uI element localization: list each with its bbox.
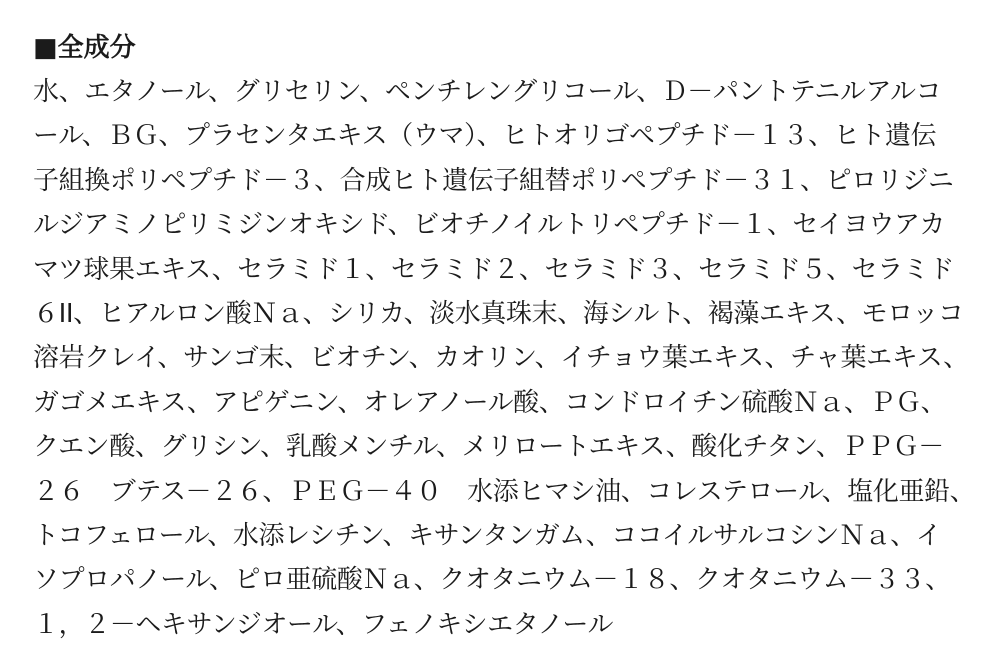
text-line: マツ球果エキス、セラミド１、セラミド２、セラミド３、セラミド５、セラミド xyxy=(33,254,955,285)
text-line: 水、エタノール、グリセリン、ペンチレングリコール、Ｄ－パントテニルアルコ xyxy=(33,77,942,107)
text-line: ガゴメエキス、アピゲニン、オレアノール酸、コンドロイチン硫酸Ｎａ、ＰＧ、 xyxy=(33,387,947,418)
text-line: ６II、ヒアルロン酸Ｎａ、シリカ、淡水真珠末、海シルト、褐藻エキス、モロッコ xyxy=(33,299,964,330)
text-line: 子組換ポリペプチド－３、合成ヒト遺伝子組替ポリペプチド－３１、ピロリジニ xyxy=(33,165,954,196)
section-heading: ■全成分 xyxy=(33,33,136,63)
text-line: ２６ ブテス－２６、ＰＥＧ－４０ 水添ヒマシ油、コレステロール、塩化亜鉛、 xyxy=(33,476,976,507)
text-line: トコフェロール、水添レシチン、キサンタンガム、ココイルサルコシンＮａ、イ xyxy=(33,521,942,552)
ingredients-list-text xyxy=(33,70,976,647)
text-line: １，２－ヘキサンジオール、フェノキシエタノール xyxy=(33,609,614,640)
text-line: ール、ＢＧ、プラセンタエキス（ウマ）、ヒトオリゴペプチド－１３、ヒト遺伝 xyxy=(33,121,937,152)
text-line: ソプロパノール、ピロ亜硫酸Ｎａ、クオタニウム－１８、クオタニウム－３３、 xyxy=(33,565,951,596)
text-line: クエン酸、グリシン、乳酸メンチル、メリロートエキス、酸化チタン、ＰＰＧ－ xyxy=(33,432,944,463)
text-line: 溶岩クレイ、サンゴ末、ビオチン、カオリン、イチョウ葉エキス、チャ葉エキス、 xyxy=(33,343,969,374)
text-line: ルジアミノピリミジンオキシド、ビオチノイルトリペプチド－１、セイヨウアカ xyxy=(33,210,945,241)
